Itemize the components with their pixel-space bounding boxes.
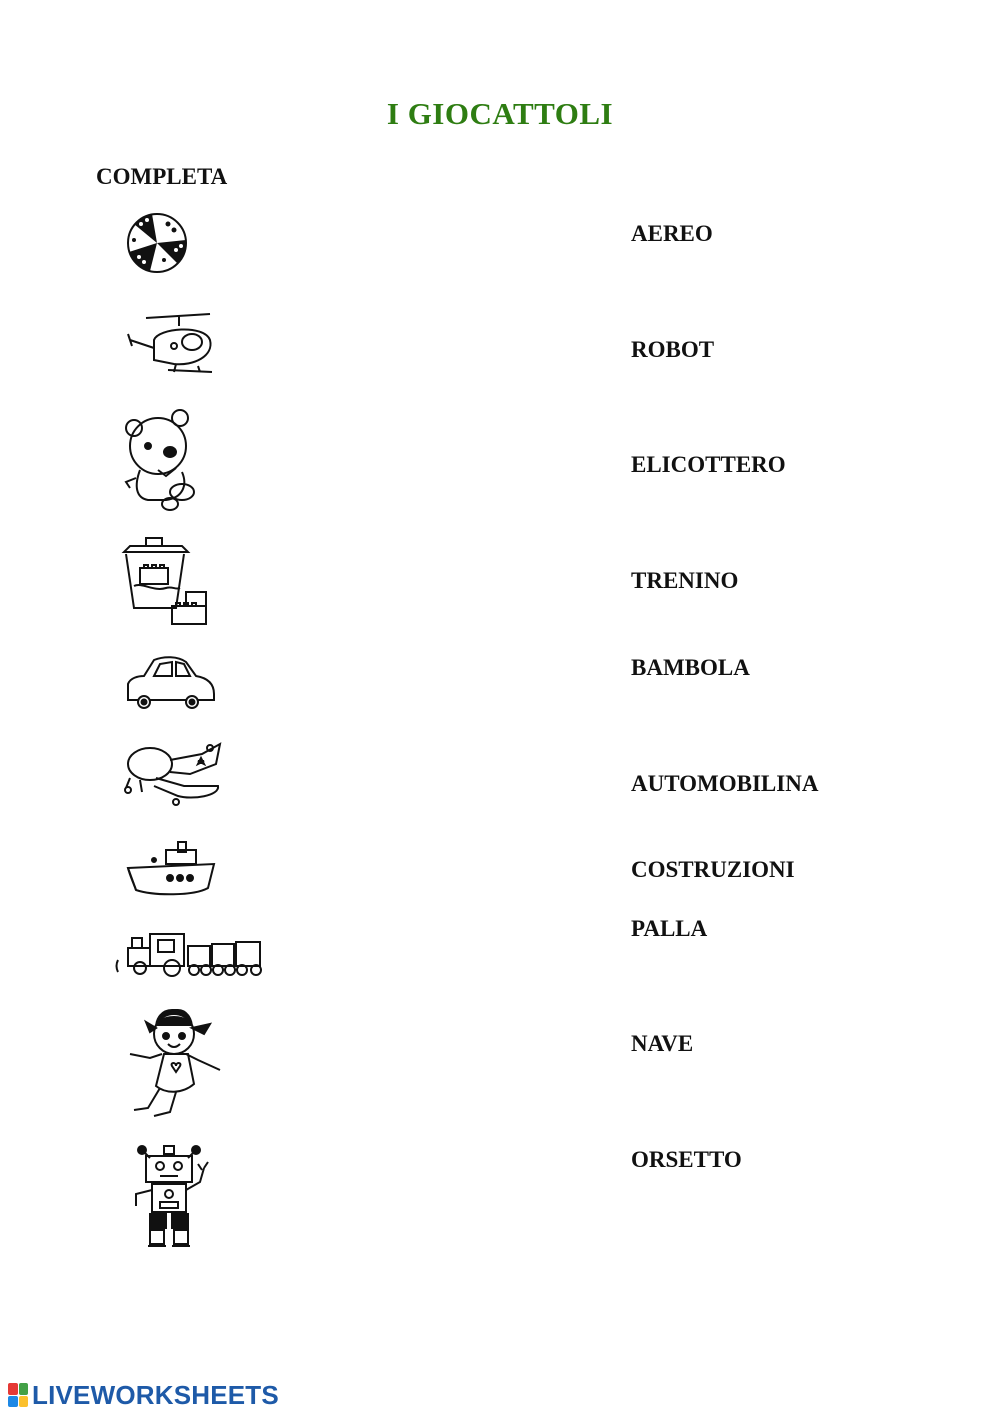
- word-label[interactable]: TRENINO: [631, 568, 739, 593]
- building-blocks-icon[interactable]: [120, 536, 212, 628]
- word-label[interactable]: PALLA: [631, 916, 708, 941]
- logo-text: LIVEWORKSHEETS: [32, 1379, 279, 1410]
- teddy-bear-icon[interactable]: [122, 406, 202, 512]
- toy-car-icon[interactable]: [124, 654, 218, 712]
- robot-icon[interactable]: [130, 1142, 214, 1252]
- liveworksheets-logo: [8, 1380, 279, 1410]
- word-label[interactable]: NAVE: [631, 1031, 694, 1056]
- logo-badge-icon: [8, 1383, 28, 1407]
- word-label[interactable]: ROBOT: [631, 337, 715, 362]
- word-label[interactable]: AEREO: [631, 221, 713, 246]
- ball-icon[interactable]: [126, 212, 188, 274]
- word-label[interactable]: BAMBOLA: [631, 655, 750, 680]
- word-label[interactable]: COSTRUZIONI: [631, 857, 795, 882]
- toy-train-icon[interactable]: [114, 924, 264, 980]
- airplane-icon[interactable]: [120, 734, 224, 806]
- worksheet-title: I GIOCATTOLI: [386, 96, 614, 131]
- word-label[interactable]: ELICOTTERO: [631, 452, 786, 477]
- word-label[interactable]: ORSETTO: [631, 1147, 742, 1172]
- word-label[interactable]: AUTOMOBILINA: [631, 771, 819, 796]
- doll-icon[interactable]: [126, 1004, 246, 1124]
- ship-icon[interactable]: [124, 838, 218, 902]
- helicopter-icon[interactable]: [124, 310, 216, 378]
- instruction-label: COMPLETA: [96, 164, 228, 189]
